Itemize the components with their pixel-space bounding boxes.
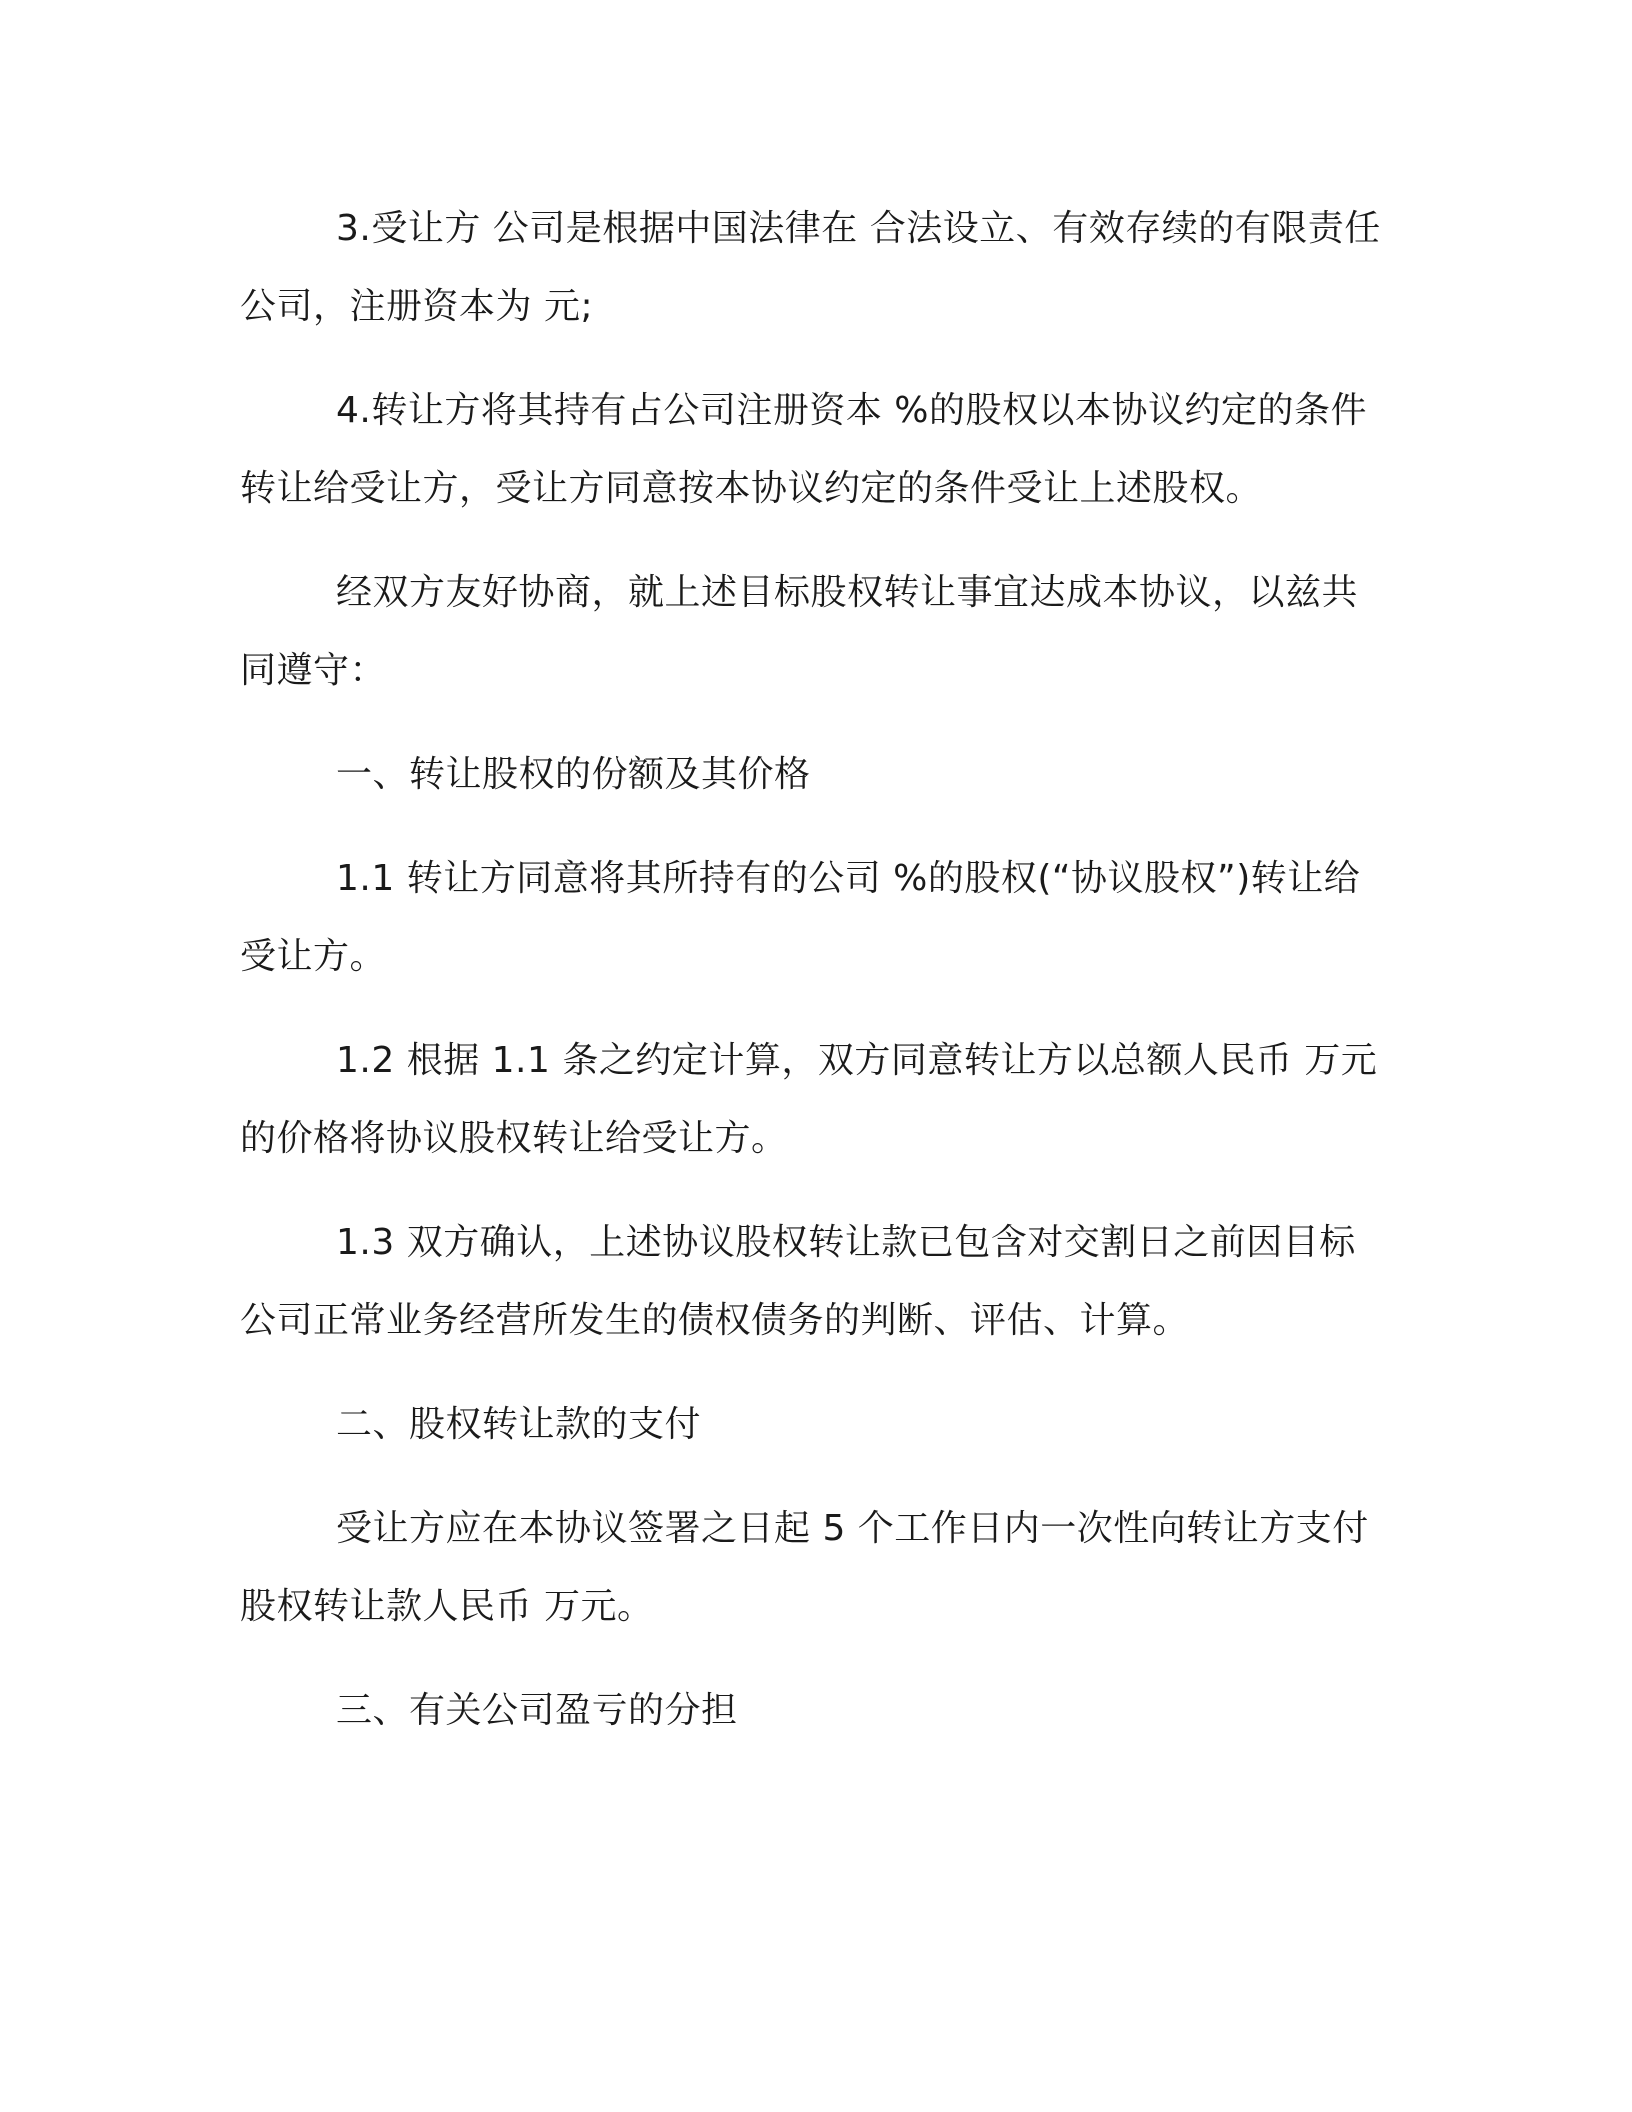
payment-clause: 受让方应在本协议签署之日起 5 个工作日内一次性向转让方支付股权转让款人民币 万元。 [240,1508,1369,1627]
section-1-heading: 一、转让股权的份额及其价格 [336,754,811,795]
clause-1-2: 1.2 根据 1.1 条之约定计算，双方同意转让方以总额人民币 万元的价格将协议股权转让给受让方。 [240,1040,1378,1159]
agreement-preamble: 经双方友好协商，就上述目标股权转让事宜达成本协议，以兹共同遵守： [240,572,1359,691]
clause-1-3: 1.3 双方确认，上述协议股权转让款已包含对交割日之前因目标公司正常业务经营所发生的债权债务的判断、评估、计算。 [240,1222,1356,1341]
document-page [240,190,1390,1776]
section-3-heading: 三、有关公司盈亏的分担 [336,1690,738,1731]
clause-1-1: 1.1 转让方同意将其所持有的公司 %的股权(“协议股权”)转让给受让方。 [240,858,1361,977]
clause-4-transfer: 4.转让方将其持有占公司注册资本 %的股权以本协议约定的条件转让给受让方，受让方同意按本协议约定的条件受让上述股权。 [240,390,1367,509]
clause-3-transferee: 3.受让方 公司是根据中国法律在 合法设立、有效存续的有限责任公司，注册资本为 元; [240,208,1381,327]
section-2-heading: 二、股权转让款的支付 [336,1404,702,1445]
